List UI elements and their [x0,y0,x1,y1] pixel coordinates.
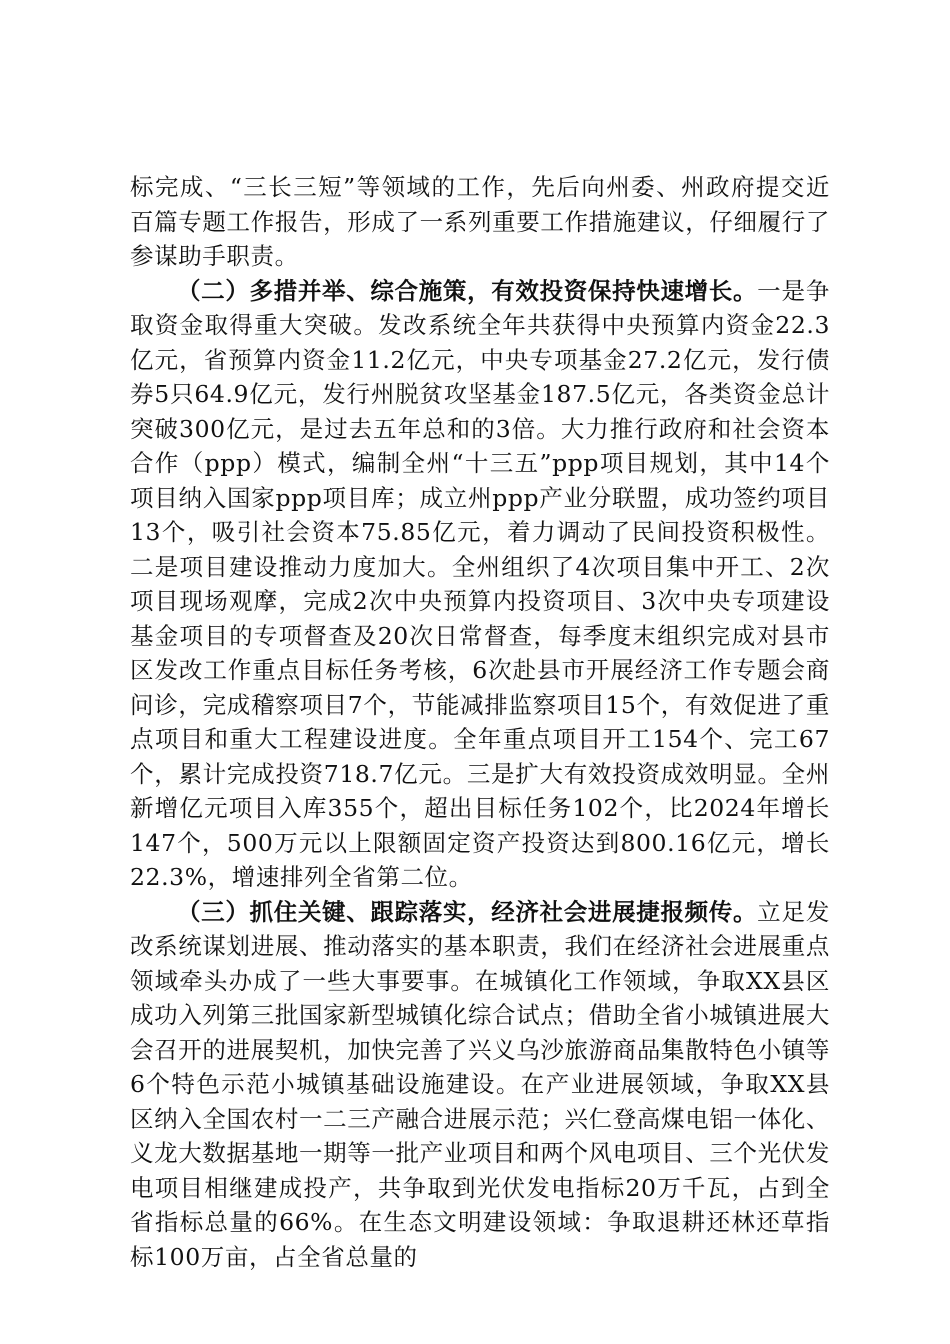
section-heading-3: （三）抓住关键、跟踪落实，经济社会进展捷报频传。 [177,897,758,926]
paragraph-continuation [130,170,830,274]
paragraph-economic-progress [130,895,830,1275]
section-heading-2: （二）多措并举、综合施策，有效投资保持快速增长。 [177,276,758,305]
paragraph-text: 标完成、“三长三短”等领域的工作，先后向州委、州政府提交近百篇专题工作报告，形成了一系列重要工作措施建议，仔细履行了参谋助手职责。 [130,173,830,270]
paragraph-investment-growth [130,274,830,895]
document-body [130,170,830,1274]
paragraph-text: 一是争取资金取得重大突破。发改系统全年共获得中央预算内资金22.3亿元，省预算内资金11.2亿元，中央专项基金27.2亿元，发行债券5只64.9亿元，发行州脱贫攻坚基金187.5亿元，各类资金总计突破300亿元，是过去五年总和的3倍。大力推行政府和社会资本合作（ppp）模式，编制全州“十三五”ppp项目规划，其中14个项目纳入国家ppp项目库；成立州ppp产业分联盟，成功签约项目13个，吸引社会资本75.85亿元，着力调动了民间投资积极性。二是项目建设推动力度加大。全州组织了4次项目集中开工、2次项目现场观摩，完成2次中央预算内投资项目、3次中央专项建设基金项目的专项督查及20次日常督查，每季度末组织完成对县市区发改工作重点目标任务考核，6次赴县市开展经济工作专题会商问诊，完成稽察项目7个，节能减排监察项目15个，有效促进了重点项目和重大工程建设进度。全年重点项目开工154个、完工67个，累计完成投资718.7亿元。三是扩大有效投资成效明显。全州新增亿元项目入库355个，超出目标任务102个，比2024年增长147个，500万元以上限额固定资产投资达到800.16亿元，增长22.3%，增速排列全省第二位。 [130,276,830,891]
paragraph-text: 立足发改系统谋划进展、推动落实的基本职责，我们在经济社会进展重点领域牵头办成了一些大事要事。在城镇化工作领域，争取XX县区成功入列第三批国家新型城镇化综合试点；借助全省小城镇进展大会召开的进展契机，加快完善了兴义乌沙旅游商品集散特色小镇等6个特色示范小城镇基础设施建设。在产业进展领域，争取XX县区纳入全国农村一二三产融合进展示范；兴仁登高煤电铝一体化、义龙大数据基地一期等一批产业项目和两个风电项目、三个光伏发电项目相继建成投产，共争取到光伏发电指标20万千瓦，占到全省指标总量的66%。在生态文明建设领域：争取退耕还林还草指标100万亩，占全省总量的 [130,897,830,1271]
